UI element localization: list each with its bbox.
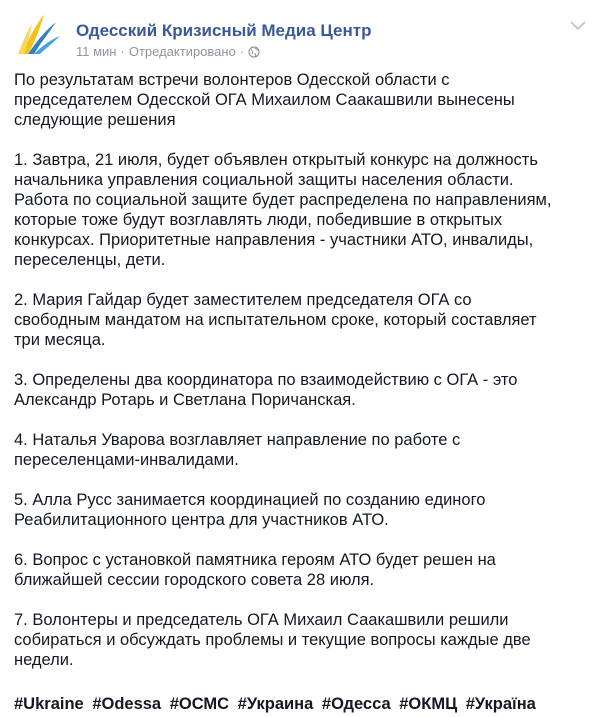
post-intro: По результатам встречи волонтеров Одесской области с председателем Одесской ОГА Михаилом Саакашвили вынесены следующие решения	[14, 71, 515, 129]
hashtag-link[interactable]: #Одесса	[321, 695, 391, 713]
globe-icon[interactable]	[248, 46, 260, 58]
post-timestamp[interactable]: 11 мин	[76, 44, 117, 59]
hashtag-link[interactable]: #Ukraine	[14, 695, 84, 713]
decision-item: 5. Алла Русс занимается координацией по созданию единого Реабилитационного центра для участников АТО.	[14, 491, 486, 529]
hashtag-link[interactable]: #Odessa	[92, 695, 162, 713]
post-meta	[76, 44, 260, 59]
meta-separator: ·	[239, 44, 245, 59]
chevron-down-icon[interactable]	[568, 18, 588, 34]
decision-item: 6. Вопрос с установкой памятника героям АТО будет решен на ближайшей сессии городского совета 28 июля.	[14, 551, 496, 589]
edited-label[interactable]: Отредактировано	[128, 44, 236, 59]
hashtag-link[interactable]: #Украина	[237, 695, 314, 713]
page-name-link[interactable]: Одесский Кризисный Медиа Центр	[76, 21, 372, 40]
decision-item: 2. Мария Гайдар будет заместителем председателя ОГА со свободным мандатом на испытательном сроке, который составляет три месяца.	[14, 291, 537, 349]
decision-item: 3. Определены два координатора по взаимодействию с ОГА - это Александр Ротарь и Светлана Поричанская.	[14, 371, 518, 409]
hashtags-row	[14, 694, 540, 714]
hashtag-link[interactable]: #Україна	[465, 695, 536, 713]
post-header	[14, 10, 588, 62]
decision-item: 1. Завтра, 21 июля, будет объявлен открытый конкурс на должность начальника управления социальной защиты населения области. Работа по социальной защите будет распределена по направлениям, которые тоже будут возглавлять люди, победившие в открытых конкурсах. Приоритетные направления - участники АТО, инвалиды, переселенцы, дети.	[14, 151, 552, 269]
hashtag-link[interactable]: #ОКМЦ	[399, 695, 458, 713]
page-avatar-logo[interactable]	[14, 10, 64, 60]
hashtag-link[interactable]: #ОСМС	[169, 695, 230, 713]
decision-item: 7. Волонтеры и председатель ОГА Михаил Саакашвили решили собираться и обсуждать проблемы и текущие вопросы каждые две недели.	[14, 611, 531, 669]
post-body	[14, 70, 590, 690]
meta-separator: ·	[120, 44, 125, 59]
decision-item: 4. Наталья Уварова возглавляет направление по работе с переселенцами-инвалидами.	[14, 431, 461, 469]
